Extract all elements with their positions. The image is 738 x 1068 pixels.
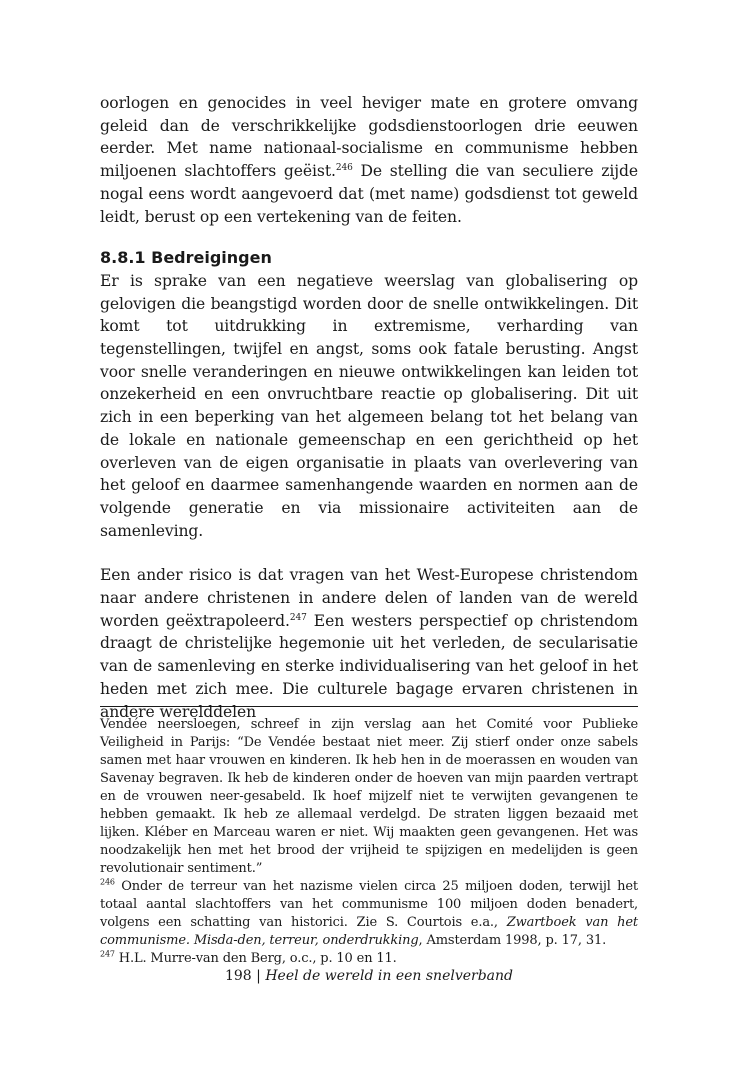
footnote-ref-247[interactable]: 247 bbox=[289, 612, 307, 623]
footer-separator: | bbox=[251, 968, 266, 984]
main-text bbox=[100, 92, 638, 723]
footnote-continuation: Vendée neersloegen, schreef in zijn verslag aan het Comité voor Publieke Veiligheid in Parijs: “De Vendée bestaat niet meer. Zij stierf onder onze sabels samen met haar vrouwen en kinderen. Ik heb hen in de moerassen en wouden van Savenay begraven. Ik heb de kinderen onder de hoeven van mijn paarden vertrapt en de vrouwen neer-gesabeld. Ik hoef mijzelf niet te verwijten gevangenen te hebben gemaakt. Ik heb ze allemaal verdelgd. De straten liggen bezaaid met lijken. Kléber en Marceau waren er niet. Wij maakten geen gevangenen. Het was noodzakelijk hen met het brood der vrijheid te spijzigen en medelijden is geen revolutionair sentiment.” bbox=[100, 717, 638, 876]
footnote-246-citation: , Amsterdam 1998, p. 17, 31. bbox=[418, 933, 607, 948]
section-paragraph: Er is sprake van een negatieve weerslag van globalisering op gelovigen die beangstigd worden door de snelle ontwikkelingen. Dit komt tot uitdrukking in extremisme, verharding van tegenstellingen, twijfel en angst, soms ook fatale berusting. Angst voor snelle veranderingen en nieuwe ontwikkelingen kan leiden tot onzekerheid en een onvruchtbare reactie op globalisering. Dit uit zich in een beperking van het algemeen belang tot het belang van de lokale en nationale gemeenschap en een gerichtheid op het overleven van de eigen organisatie in plaats van overlevering van het geloof en daarmee samenhangende waarden en normen aan de volgende generatie en via missionaire activiteiten aan de samenleving. bbox=[100, 271, 638, 540]
footnote-divider bbox=[100, 706, 638, 707]
footnotes bbox=[100, 716, 638, 968]
page-number: 198 bbox=[224, 968, 252, 984]
footnote-number-246: 246 bbox=[100, 877, 115, 887]
risk-text: Een ander risico is dat vragen van het West-Europese christendom naar andere christenen in andere delen of landen van de wereld worden geëxtrapoleerd. bbox=[100, 566, 638, 630]
footnote-number-247: 247 bbox=[100, 949, 115, 959]
footnote-246-text: Onder de terreur van het nazisme vielen circa 25 miljoen doden, terwijl het totaal aantal slachtoffers van het communisme 100 miljoen doden benadert, volgens een schatting van historici. Zie S. Courtois e.a., bbox=[100, 879, 638, 930]
page-footer bbox=[0, 966, 738, 986]
opening-paragraph bbox=[100, 92, 638, 228]
risk-paragraph bbox=[100, 564, 638, 723]
section-heading: 8.8.1 Bedreigingen bbox=[100, 248, 272, 268]
footnote-246 bbox=[100, 878, 638, 950]
opening-text: oorlogen en genocides in veel heviger mate en grotere omvang geleid dan de verschrikkelijke godsdienstoorlogen drie eeuwen eerder. Met name nationaal-socialisme en communisme hebben miljoenen slachtoffers geëist. bbox=[100, 94, 638, 181]
book-title: Heel de wereld in een snelverband bbox=[265, 968, 514, 984]
footnote-247-text: H.L. Murre-van den Berg, o.c., p. 10 en 11. bbox=[114, 951, 397, 966]
risk-text-continued: Een westers perspectief op christendom draagt de christelijke hegemonie uit het verleden, de secularisatie van de samenleving en sterke individualisering van het geloof in het heden met zich mee. Die culturele bagage ervaren christenen in andere werelddelen bbox=[100, 611, 638, 721]
footnote-246-book-title: Zwartboek van het communisme. Misda-den, terreur, onderdrukking bbox=[100, 915, 638, 948]
footnote-ref-246[interactable]: 246 bbox=[335, 162, 353, 173]
opening-text-continued: De stelling die van seculiere zijde nogal eens wordt aangevoerd dat (met name) godsdienst tot geweld leidt, berust op een vertekening van de feiten. bbox=[100, 162, 638, 226]
